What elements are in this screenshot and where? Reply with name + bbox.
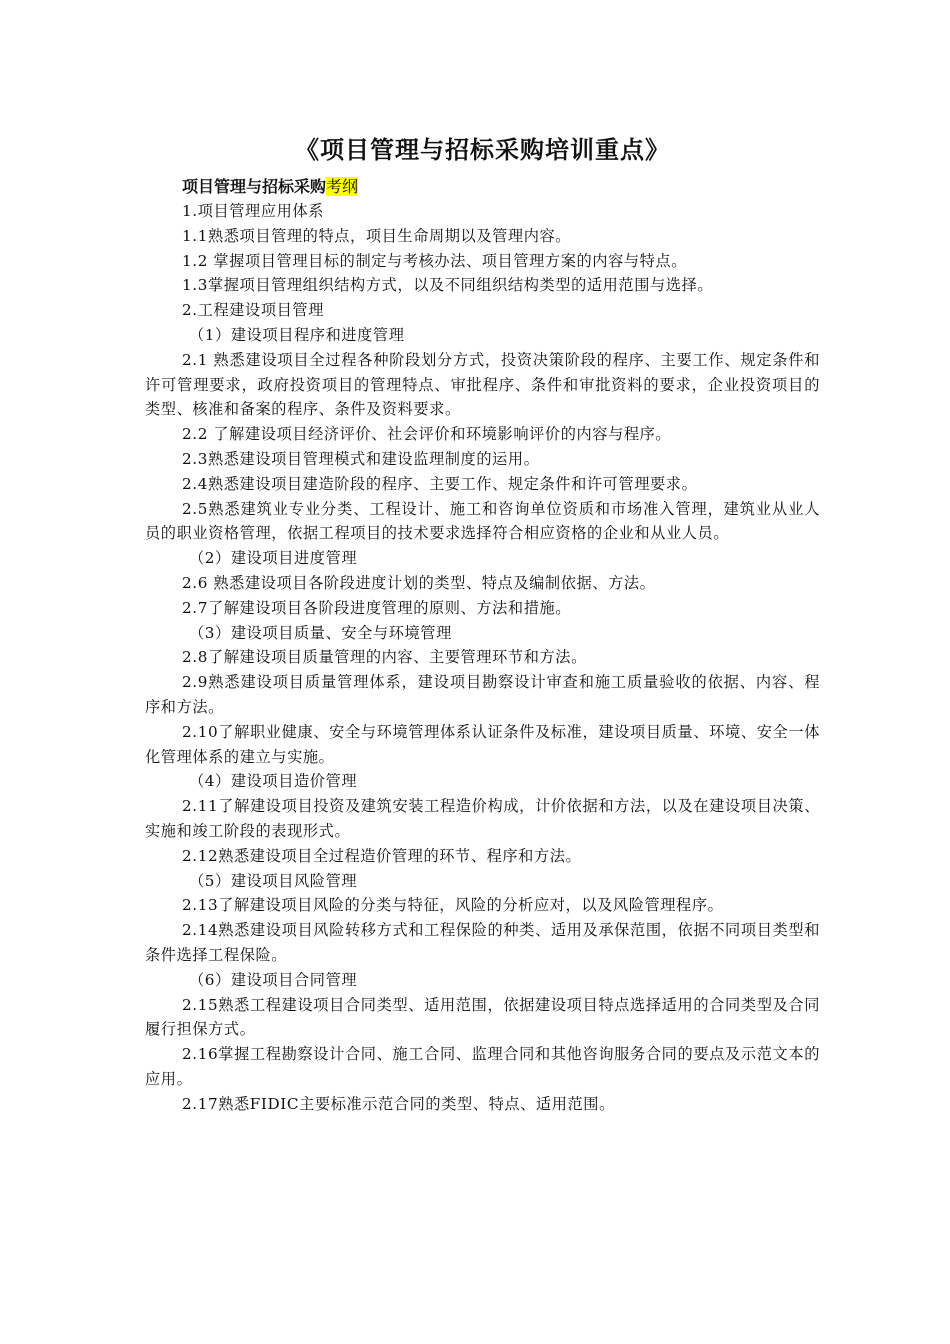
section-heading: （1）建设项目程序和进度管理 (189, 325, 405, 344)
paragraph: 2.6 熟悉建设项目各阶段进度计划的类型、特点及编制依据、方法。 (182, 573, 656, 592)
paragraph: 1.3掌握项目管理组织结构方式，以及不同组织结构类型的适用范围与选择。 (182, 276, 714, 295)
paragraph: 2.8了解建设项目质量管理的内容、主要管理环节和方法。 (182, 648, 587, 667)
paragraph: 2.16掌握工程勘察设计合同、施工合同、监理合同和其他咨询服务合同的要点及示范文本的应用。 (145, 1045, 820, 1088)
syllabus-heading-main: 项目管理与招标采购 (182, 177, 327, 196)
section-heading: （2）建设项目进度管理 (189, 549, 358, 568)
paragraph: 2.3熟悉建设项目管理模式和建设监理制度的运用。 (182, 449, 540, 468)
paragraph: 2.4熟悉建设项目建造阶段的程序、主要工作、规定条件和许可管理要求。 (182, 474, 698, 493)
paragraph: 2.2 了解建设项目经济评价、社会评价和环境影响评价的内容与程序。 (182, 425, 672, 444)
paragraph: 2.5熟悉建筑业专业分类、工程设计、施工和咨询单位资质和市场准入管理，建筑业从业人员的职业资格管理，依据工程项目的技术要求选择符合相应资格的企业和从业人员。 (145, 499, 820, 543)
paragraph: 2.12熟悉建设项目全过程造价管理的环节、程序和方法。 (182, 846, 582, 865)
document-page (145, 128, 820, 1116)
paragraph: 2.9熟悉建设项目质量管理体系，建设项目勘察设计审查和施工质量验收的依据、内容、程序和方法。 (145, 673, 820, 716)
paragraph: 2.工程建设项目管理 (182, 301, 324, 320)
paragraph: 1.1熟悉项目管理的特点，项目生命周期以及管理内容。 (182, 226, 572, 245)
document-body (145, 199, 820, 1116)
paragraph: 2.11了解建设项目投资及建筑安装工程造价构成，计价依据和方法，以及在建设项目决策、实施和竣工阶段的表现形式。 (145, 797, 820, 840)
highlighted-word: 考纲 (326, 177, 359, 196)
paragraph: 2.15熟悉工程建设项目合同类型、适用范围，依据建设项目特点选择适用的合同类型及合同履行担保方式。 (145, 995, 820, 1039)
paragraph: 1.2 掌握项目管理目标的制定与考核办法、项目管理方案的内容与特点。 (182, 251, 688, 270)
paragraph: 2.14熟悉建设项目风险转移方式和工程保险的种类、适用及承保范围，依据不同项目类型和条件选择工程保险。 (145, 921, 820, 964)
paragraph: 2.17熟悉FIDIC主要标准示范合同的类型、特点、适用范围。 (182, 1094, 615, 1113)
paragraph: 2.13了解建设项目风险的分类与特征，风险的分析应对，以及风险管理程序。 (182, 896, 724, 915)
paragraph: 2.1 熟悉建设项目全过程各种阶段划分方式，投资决策阶段的程序、主要工作、规定条件和许可管理要求，政府投资项目的管理特点、审批程序、条件和审批资料的要求，企业投资项目的类型、核准和备案的程序、条件及资料要求。 (145, 350, 820, 419)
section-heading: （6）建设项目合同管理 (189, 970, 358, 989)
document-title: 《项目管理与招标采购培训重点》 (295, 136, 670, 164)
paragraph: 1.项目管理应用体系 (182, 202, 324, 220)
section-heading: （3）建设项目质量、安全与环境管理 (189, 623, 452, 642)
paragraph: 2.10了解职业健康、安全与环境管理体系认证条件及标准，建设项目质量、环境、安全一体化管理体系的建立与实施。 (145, 722, 820, 766)
syllabus-heading (145, 174, 820, 199)
paragraph: 2.7了解建设项目各阶段进度管理的原则、方法和措施。 (182, 598, 572, 617)
section-heading: （4）建设项目造价管理 (189, 772, 358, 791)
section-heading: （5）建设项目风险管理 (189, 871, 358, 890)
